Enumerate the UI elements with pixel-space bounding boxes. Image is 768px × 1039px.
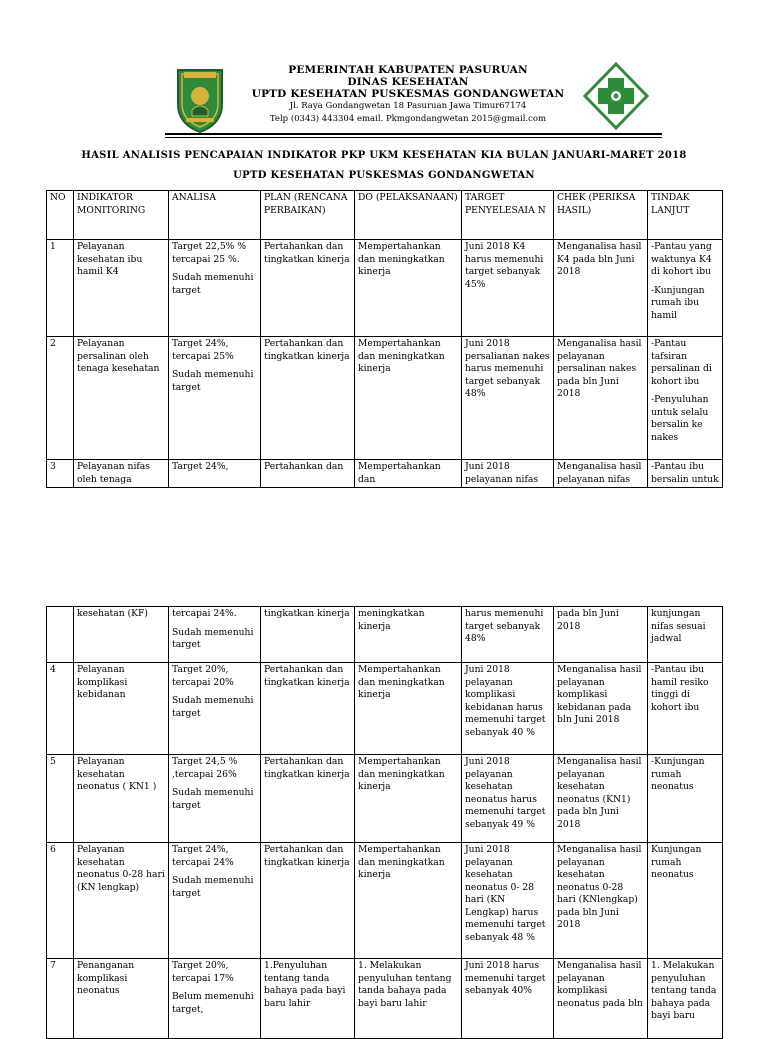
cell-analisa xyxy=(169,607,261,663)
cell-analisa xyxy=(169,240,261,337)
cell-do: Mempertahankan dan meningkatkan kinerja xyxy=(355,337,462,460)
analysis-table-page-2 xyxy=(46,606,723,1039)
tindak-step: -Pantau yang waktunya K4 di kohort ibu xyxy=(651,241,712,277)
cell-do: 1. Melakukan penyuluhan tentang tanda bahaya pada bayi baru lahir xyxy=(355,959,462,1039)
cell-analisa: Target 24%, xyxy=(169,460,261,488)
cell-indikator: Pelayanan kesehatan neonatus ( KN1 ) xyxy=(74,755,169,843)
cell-no xyxy=(47,607,74,663)
table-row xyxy=(47,843,723,959)
cell-no: 5 xyxy=(47,755,74,843)
cell-do: Mempertahankan dan meningkatkan kinerja xyxy=(355,843,462,959)
cell-chek: Menganalisa hasil pelayanan nifas xyxy=(554,460,648,488)
department-name: DINAS KESEHATAN xyxy=(347,76,469,88)
pasuruan-regency-emblem xyxy=(172,64,228,134)
column-header: TARGET PENYELESAIA N xyxy=(462,191,554,240)
cell-do: Mempertahankan dan meningkatkan kinerja xyxy=(355,663,462,755)
column-header: TINDAK LANJUT xyxy=(648,191,723,240)
table-row xyxy=(47,460,723,488)
cell-do: Mempertahankan dan meningkatkan kinerja xyxy=(355,755,462,843)
column-header: NO xyxy=(47,191,74,240)
cell-plan: Pertahankan dan tingkatkan kinerja xyxy=(261,843,355,959)
cell-indikator: Pelayanan kesehatan neonatus 0-28 hari (KN lengkap) xyxy=(74,843,169,959)
cell-analisa xyxy=(169,755,261,843)
cell-no: 4 xyxy=(47,663,74,755)
table-row xyxy=(47,959,723,1039)
cell-plan: Pertahankan dan tingkatkan kinerja xyxy=(261,240,355,337)
column-header: ANALISA xyxy=(169,191,261,240)
cell-target: Juni 2018 harus memenuhi target sebanyak 40% xyxy=(462,959,554,1039)
cell-plan: Pertahankan dan tingkatkan kinerja xyxy=(261,755,355,843)
cell-plan: Pertahankan dan tingkatkan kinerja xyxy=(261,337,355,460)
cell-do: meningkatkan kinerja xyxy=(355,607,462,663)
table-row xyxy=(47,240,723,337)
cell-chek: pada bln Juni 2018 xyxy=(554,607,648,663)
cell-no: 3 xyxy=(47,460,74,488)
analisa-target: tercapai 24%. xyxy=(172,608,237,619)
cell-chek: Menganalisa hasil pelayanan kesehatan neonatus 0-28 hari (KNlengkap) pada bln Juni 2018 xyxy=(554,843,648,959)
report-title: HASIL ANALISIS PENCAPAIAN INDIKATOR PKP UKM KESEHATAN KIA BULAN JANUARI-MARET 2018 xyxy=(81,150,687,161)
tindak-step: -Pantau tafsiran persalinan di kohort ibu xyxy=(651,338,712,387)
cell-indikator: Pelayanan nifas oleh tenaga xyxy=(74,460,169,488)
cell-tindak: Kunjungan rumah neonatus xyxy=(648,843,723,959)
cell-indikator: Pelayanan persalinan oleh tenaga kesehatan xyxy=(74,337,169,460)
cell-plan: Pertahankan dan tingkatkan kinerja xyxy=(261,663,355,755)
cell-do: Mempertahankan dan meningkatkan kinerja xyxy=(355,240,462,337)
cell-no: 6 xyxy=(47,843,74,959)
table-row xyxy=(47,337,723,460)
analisa-target: Target 20%, tercapai 17% xyxy=(172,960,234,984)
report-subtitle: UPTD KESEHATAN PUSKESMAS GONDANGWETAN xyxy=(233,170,535,181)
analisa-status: Sudah memenuhi target xyxy=(172,875,254,899)
government-name: PEMERINTAH KABUPATEN PASURUAN xyxy=(288,64,528,76)
cell-target: Juni 2018 pelayanan nifas xyxy=(462,460,554,488)
cell-tindak: kunjungan nifas sesuai jadwal xyxy=(648,607,723,663)
cell-indikator: Pelayanan komplikasi kebidanan xyxy=(74,663,169,755)
analisa-status: Sudah memenuhi target xyxy=(172,369,254,393)
tindak-step: -Kunjungan rumah ibu hamil xyxy=(651,284,705,321)
cell-no: 7 xyxy=(47,959,74,1039)
cell-chek: Menganalisa hasil K4 pada bln Juni 2018 xyxy=(554,240,648,337)
puskesmas-logo xyxy=(583,62,649,130)
column-header: CHEK (PERIKSA HASIL) xyxy=(554,191,648,240)
table-header-row xyxy=(47,191,723,240)
analisa-target: Target 24%, tercapai 24% xyxy=(172,844,234,868)
cell-analisa xyxy=(169,663,261,755)
cell-do: Mempertahankan dan xyxy=(355,460,462,488)
cell-analisa xyxy=(169,843,261,959)
letterhead-text xyxy=(238,64,578,126)
cell-target: Juni 2018 pelayanan kesehatan neonatus 0- 28 hari (KN Lengkap) harus memenuhi target sebanyak 48 % xyxy=(462,843,554,959)
column-header: PLAN (RENCANA PERBAIKAN) xyxy=(261,191,355,240)
analisa-status: Belum memenuhi target, xyxy=(172,991,254,1015)
analisa-status: Sudah memenuhi target xyxy=(172,272,254,296)
analisa-target: Target 24%, tercapai 25% xyxy=(172,338,234,362)
cell-target: harus memenuhi target sebanyak 48% xyxy=(462,607,554,663)
letterhead-divider-thick xyxy=(165,133,662,135)
analisa-target: Target 24,5 % ,tercapai 26% xyxy=(172,756,238,780)
cell-chek: Menganalisa hasil pelayanan komplikasi neonatus pada bln xyxy=(554,959,648,1039)
cell-no: 1 xyxy=(47,240,74,337)
cell-target: Juni 2018 pelayanan kesehatan neonatus harus memenuhi target sebanyak 49 % xyxy=(462,755,554,843)
cell-target: Juni 2018 persalianan nakes harus memenuhi target sebanyak 48% xyxy=(462,337,554,460)
cell-plan: Pertahankan dan xyxy=(261,460,355,488)
tindak-step: -Penyuluhan untuk selalu bersalin ke nakes xyxy=(651,394,709,443)
cell-tindak xyxy=(648,240,723,337)
analisa-status: Sudah memenuhi target xyxy=(172,695,254,719)
cell-tindak xyxy=(648,337,723,460)
cell-chek: Menganalisa hasil pelayanan kesehatan neonatus (KN1) pada bln Juni 2018 xyxy=(554,755,648,843)
cell-analisa xyxy=(169,337,261,460)
analisa-status: Sudah memenuhi target xyxy=(172,626,254,650)
address: Jl. Raya Gondangwetan 18 Pasuruan Jawa Timur67174 xyxy=(289,101,527,111)
cell-tindak: -Pantau ibu hamil resiko tinggi di kohort ibu xyxy=(648,663,723,755)
unit-name: UPTD KESEHATAN PUSKESMAS GONDANGWETAN xyxy=(251,88,565,100)
cell-indikator: Pelayanan kesehatan ibu hamil K4 xyxy=(74,240,169,337)
table-row xyxy=(47,607,723,663)
column-header: INDIKATOR MONITORING xyxy=(74,191,169,240)
cell-plan: tingkatkan kinerja xyxy=(261,607,355,663)
cell-target: Juni 2018 pelayanan komplikasi kebidanan harus memenuhi target sebanyak 40 % xyxy=(462,663,554,755)
analysis-table-page-1 xyxy=(46,190,723,488)
analisa-target: Target 22,5% % tercapai 25 %. xyxy=(172,241,247,265)
cell-no: 2 xyxy=(47,337,74,460)
cell-target: Juni 2018 K4 harus memenuhi target sebanyak 45% xyxy=(462,240,554,337)
cell-indikator: Penanganan komplikasi neonatus xyxy=(74,959,169,1039)
table-row xyxy=(47,755,723,843)
cell-tindak: -Kunjungan rumah neonatus xyxy=(648,755,723,843)
analisa-status: Sudah memenuhi target xyxy=(172,787,254,811)
cell-tindak: -Pantau ibu bersalin untuk xyxy=(648,460,723,488)
cell-tindak: 1. Melakukan penyuluhan tentang tanda bahaya pada bayi baru xyxy=(648,959,723,1039)
analisa-target: Target 20%, tercapai 20% xyxy=(172,664,234,688)
cell-indikator: kesehatan (KF) xyxy=(74,607,169,663)
table-row xyxy=(47,663,723,755)
letterhead xyxy=(0,58,768,138)
letterhead-divider-thin xyxy=(165,137,662,138)
cell-plan: 1.Penyuluhan tentang tanda bahaya pada bayi baru lahir xyxy=(261,959,355,1039)
column-header: DO (PELAKSANAAN) xyxy=(355,191,462,240)
cell-chek: Menganalisa hasil pelayanan persalinan nakes pada bln Juni 2018 xyxy=(554,337,648,460)
cell-chek: Menganalisa hasil pelayanan komplikasi kebidanan pada bln Juni 2018 xyxy=(554,663,648,755)
cell-analisa xyxy=(169,959,261,1039)
contact-info: Telp (0343) 443304 email. Pkmgondangwetan 2015@gmail.com xyxy=(269,114,547,124)
